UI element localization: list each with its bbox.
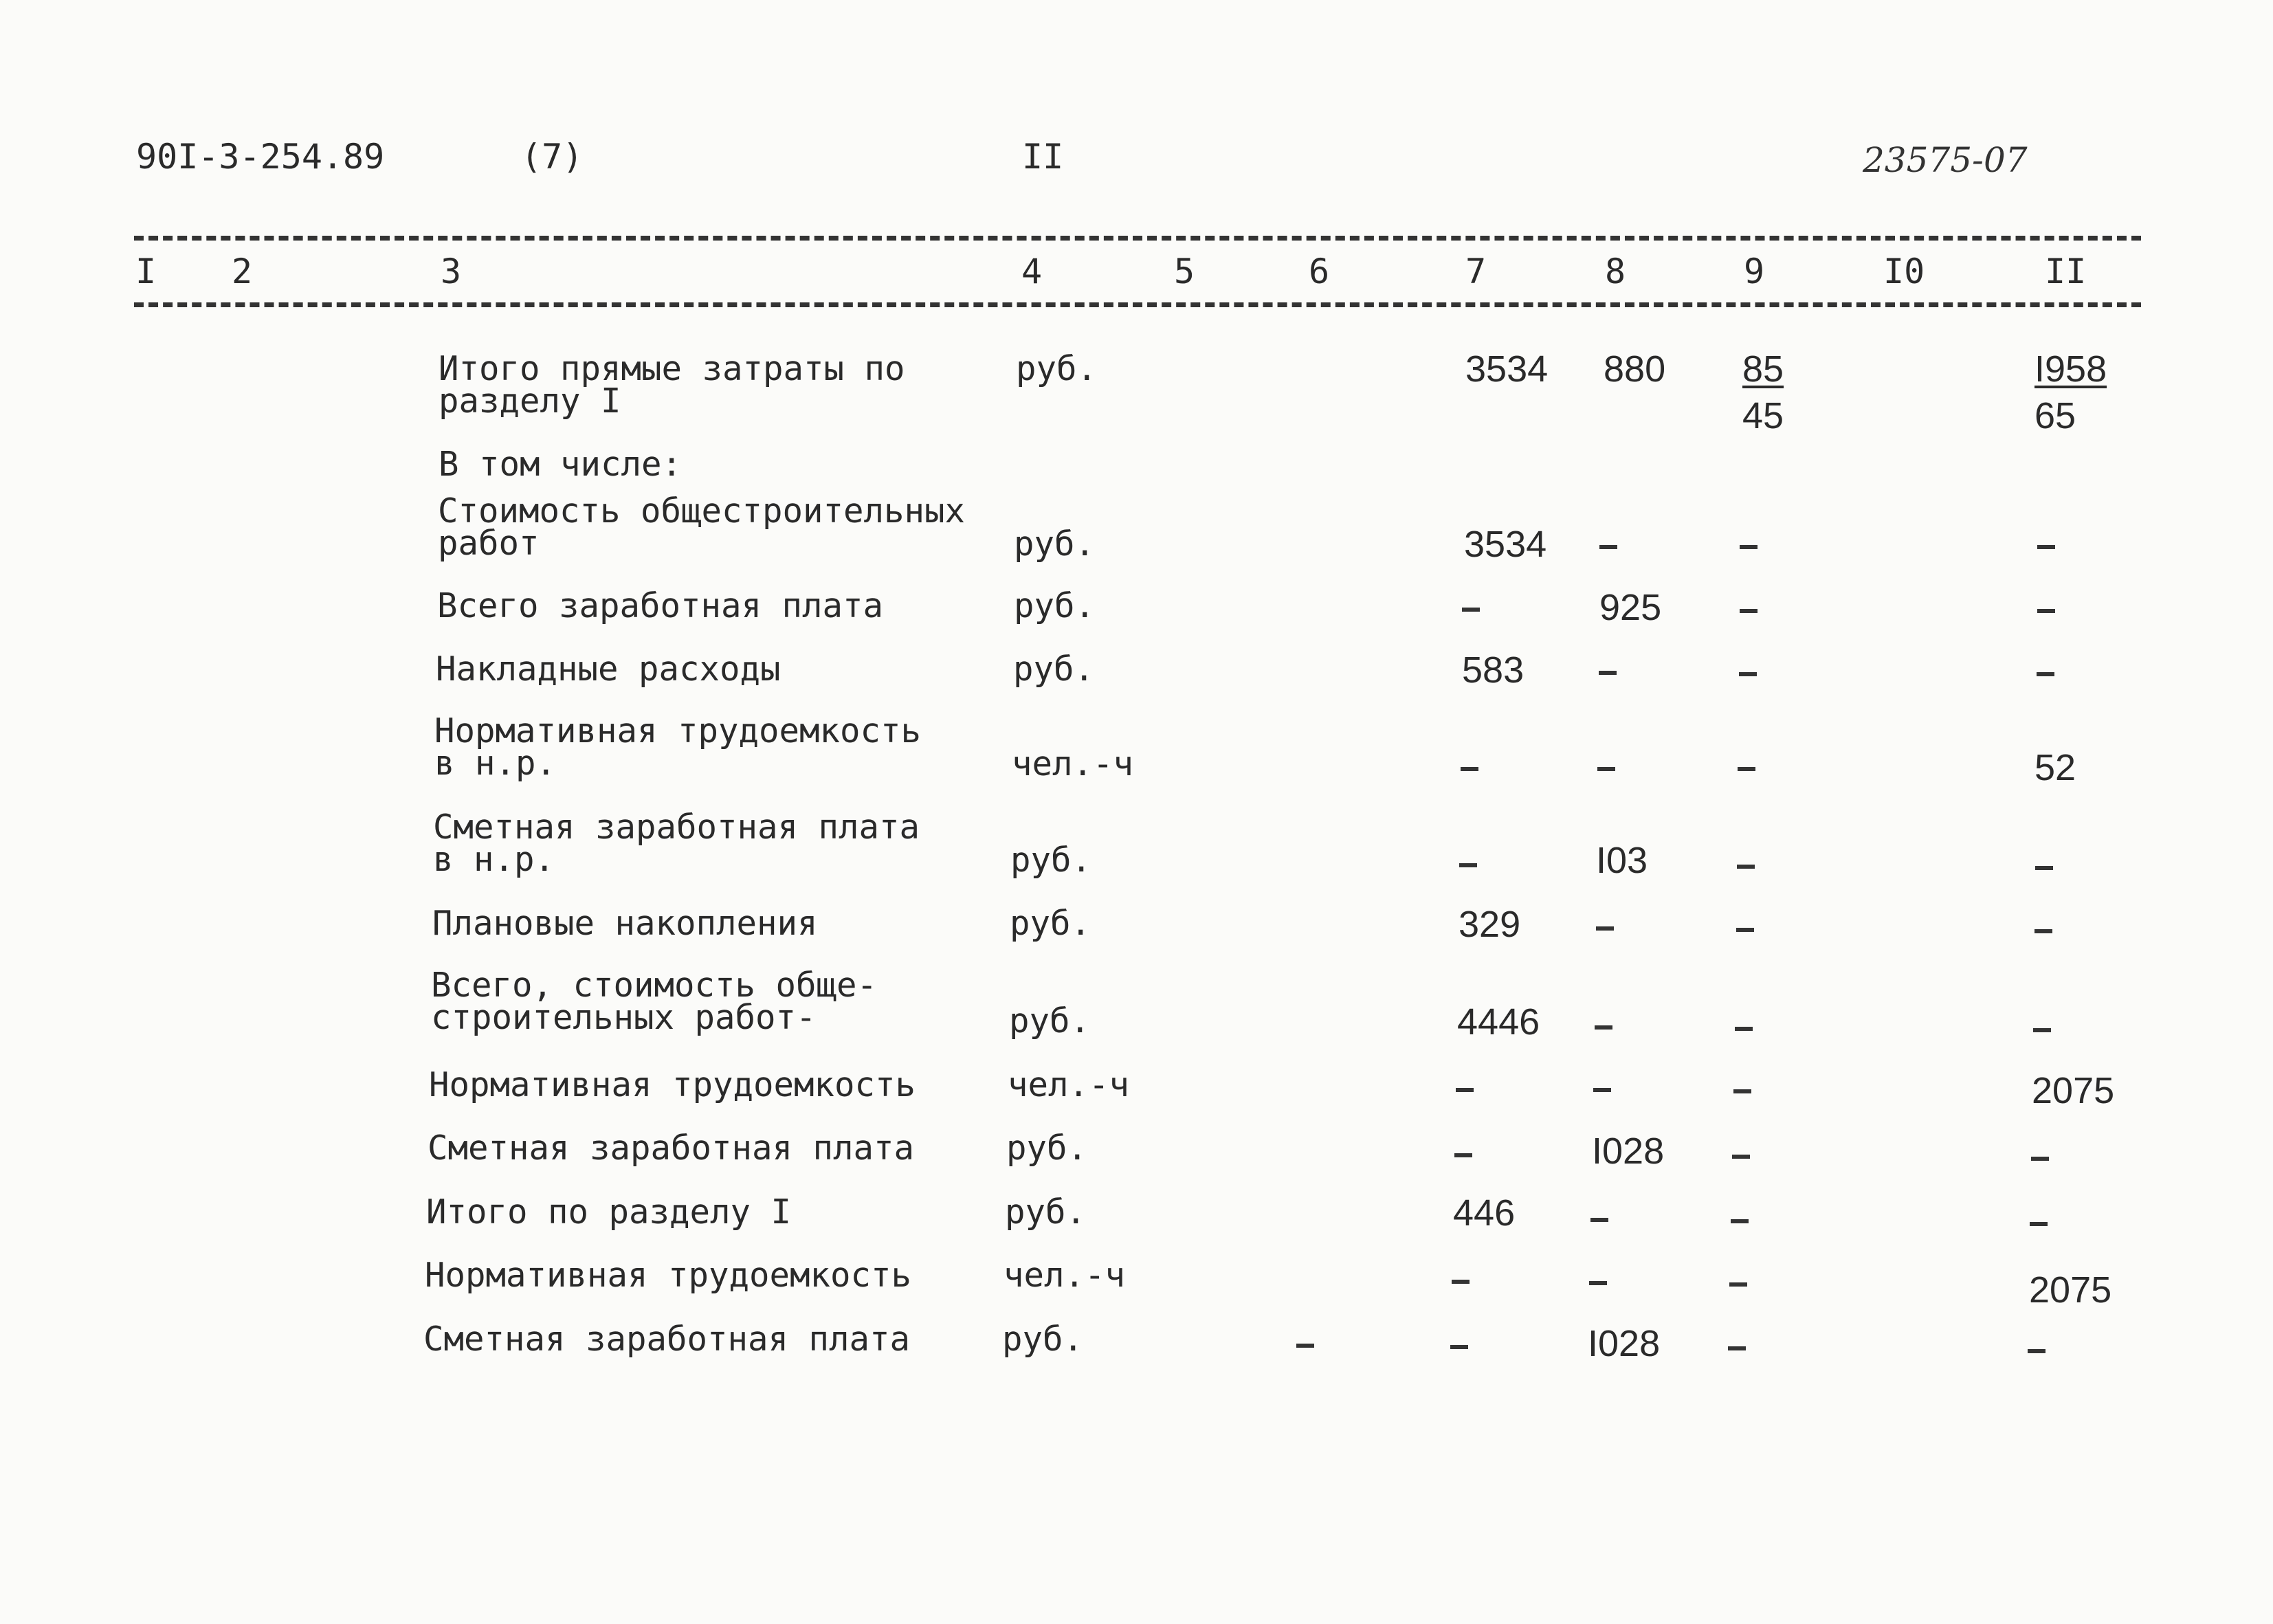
- row-desc: Стоимость общестроительных работ: [438, 491, 966, 563]
- cell-col7: 583: [1462, 649, 1524, 691]
- cell-col7: 4446: [1457, 1001, 1540, 1043]
- row-desc: Накладные расходы: [436, 649, 781, 689]
- cell-col9: [1731, 1219, 1749, 1223]
- handwritten-number: 23575-07: [1863, 140, 2028, 180]
- cell-col11: [2037, 545, 2055, 549]
- col-num: I: [135, 252, 157, 291]
- row-desc: Сметная заработная плата в н.р.: [433, 808, 920, 879]
- cell-col11-bottom: 65: [2034, 395, 2076, 436]
- cell-col7: 3534: [1465, 348, 1549, 390]
- row-desc: Всего заработная плата: [437, 586, 884, 625]
- col-num: 7: [1465, 252, 1487, 291]
- cell-col8: [1597, 767, 1615, 771]
- cell-col11-top: I958: [2034, 348, 2107, 390]
- row-unit: руб.: [1006, 1128, 1088, 1168]
- cell-col9: [1740, 545, 1758, 549]
- cell-col11: [2037, 672, 2054, 676]
- cell-col8: I03: [1596, 840, 1648, 881]
- cell-col8: [1590, 1218, 1608, 1222]
- row-unit: руб.: [1014, 524, 1096, 564]
- row-unit: руб.: [1009, 1001, 1091, 1041]
- col-num: I0: [1883, 252, 1925, 291]
- cell-col11: [2035, 866, 2053, 870]
- cell-col11: [2028, 1349, 2045, 1353]
- row-desc: Нормативная трудоемкость в н.р.: [434, 711, 922, 783]
- header-top-rule: [134, 236, 2141, 241]
- cell-col7: [1450, 1345, 1468, 1349]
- col-num: 2: [232, 252, 253, 291]
- cell-col11: 52: [2034, 747, 2076, 788]
- cell-col11: [2031, 1157, 2049, 1161]
- sheet-ref: (7): [521, 137, 584, 177]
- cell-col11: 2075: [2032, 1070, 2115, 1111]
- row-unit: руб.: [1005, 1192, 1087, 1232]
- header-bottom-rule: [134, 302, 2141, 307]
- row-desc: Нормативная трудоемкость: [429, 1065, 916, 1104]
- cell-col11: [2034, 929, 2052, 933]
- col-num: II: [2045, 252, 2087, 291]
- row-desc: Итого по разделу I: [426, 1192, 792, 1232]
- cell-col9: [1737, 865, 1755, 869]
- row-unit: руб.: [1002, 1320, 1084, 1359]
- cell-col7: [1454, 1153, 1472, 1157]
- cell-col8: [1599, 671, 1617, 675]
- row-unit: руб.: [1010, 904, 1091, 943]
- cell-col9: [1736, 928, 1754, 932]
- cell-col9-top: 85: [1742, 348, 1784, 390]
- cell-col9: [1738, 767, 1755, 771]
- cell-col11: [2030, 1222, 2048, 1226]
- cell-col8: [1596, 926, 1614, 931]
- cell-col7: 329: [1459, 904, 1521, 945]
- row-unit: руб.: [1013, 649, 1095, 689]
- col-num: 4: [1021, 252, 1043, 291]
- cell-col7: [1462, 608, 1480, 612]
- row-unit: чел.-ч: [1012, 744, 1134, 783]
- cell-col9: [1740, 609, 1758, 613]
- cell-col9: [1735, 1027, 1753, 1031]
- page-number: II: [1022, 137, 1064, 177]
- cell-col9: [1733, 1089, 1751, 1093]
- row-unit: руб.: [1014, 586, 1096, 625]
- cell-col7: [1461, 767, 1478, 771]
- cell-col8: [1599, 545, 1617, 549]
- cell-col8: [1589, 1281, 1607, 1285]
- cell-col11: [2033, 1028, 2051, 1032]
- col-num: 6: [1309, 252, 1330, 291]
- cell-col9-bottom: 45: [1742, 395, 1784, 436]
- cell-col8: 880: [1604, 348, 1666, 390]
- doc-code: 90I-3-254.89: [136, 137, 385, 177]
- cell-col7: 3534: [1464, 524, 1547, 565]
- cell-col9: [1732, 1155, 1750, 1159]
- row-desc: Всего, стоимость обще- строительных работ-: [431, 966, 878, 1037]
- row-unit: чел.-ч: [1004, 1256, 1126, 1295]
- cell-col7: 446: [1453, 1192, 1516, 1234]
- col-num: 3: [441, 252, 462, 291]
- row-desc: Сметная заработная плата: [428, 1128, 915, 1168]
- cell-col8: I028: [1588, 1323, 1661, 1364]
- col-num: 5: [1174, 252, 1195, 291]
- cell-col7: [1459, 863, 1477, 867]
- cell-col8: [1595, 1025, 1612, 1030]
- cell-col7: [1452, 1280, 1470, 1284]
- cell-col9: [1739, 672, 1757, 676]
- cell-col7: [1456, 1088, 1474, 1092]
- cell-col9: [1728, 1346, 1746, 1350]
- cell-col8: I028: [1592, 1131, 1665, 1172]
- row-desc: Итого прямые затраты по разделу I: [439, 349, 905, 421]
- row-unit: руб.: [1010, 841, 1092, 880]
- row-unit: чел.-ч: [1008, 1065, 1130, 1104]
- section-label: В том числе:: [439, 445, 683, 484]
- cell-col11: [2037, 609, 2055, 613]
- cell-col11: 2075: [2029, 1269, 2112, 1311]
- cell-col9: [1729, 1282, 1747, 1287]
- col-num: 9: [1744, 252, 1765, 291]
- cell-col6: [1296, 1344, 1314, 1348]
- row-unit: руб.: [1016, 349, 1098, 388]
- row-desc: Сметная заработная плата: [423, 1320, 911, 1359]
- cell-col8: [1593, 1088, 1611, 1092]
- row-desc: Нормативная трудоемкость: [425, 1256, 912, 1295]
- col-num: 8: [1605, 252, 1626, 291]
- row-desc: Плановые накопления: [432, 904, 818, 943]
- cell-col8: 925: [1599, 587, 1662, 628]
